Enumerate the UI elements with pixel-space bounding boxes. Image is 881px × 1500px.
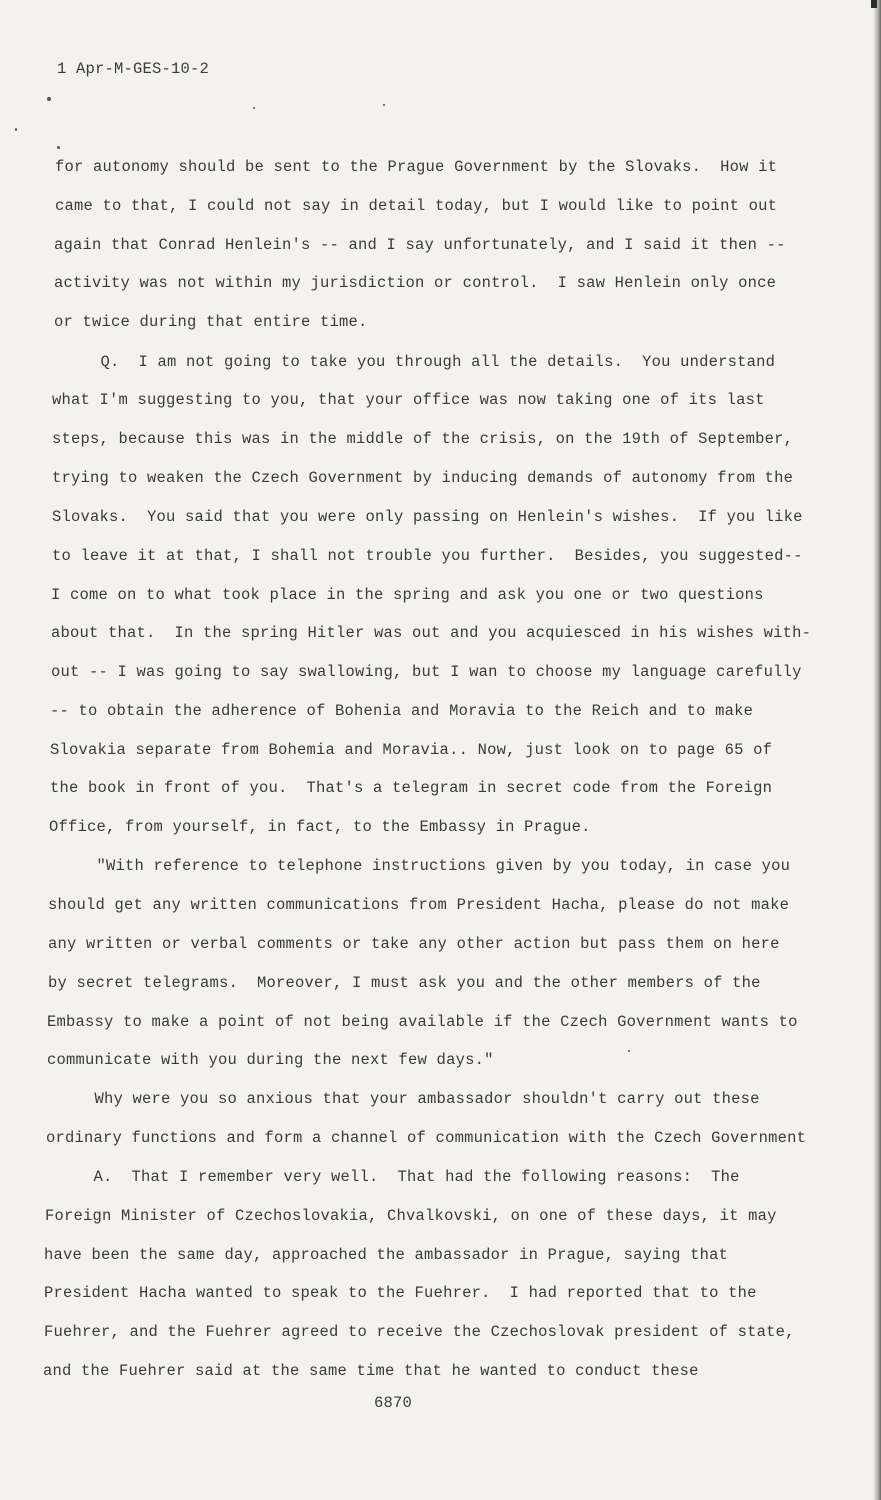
text-line: communicate with you during the next few days." [47,1051,494,1069]
text-line: Fuehrer, and the Fuehrer agreed to receive the Czechoslovak president of state, [44,1323,795,1341]
ink-speck [383,104,385,106]
text-line: Foreign Minister of Czechoslovakia, Chvalkovski, on one of these days, it may [45,1207,777,1225]
text-line: activity was not within my jurisdiction or control. I saw Henlein only once [54,274,777,292]
text-line: out -- I was going to say swallowing, but I wan to choose my language carefully [51,663,802,681]
page-number: 6870 [374,1394,413,1412]
text-line: ordinary functions and form a channel of communication with the Czech Government [46,1129,807,1147]
text-line: any written or verbal comments or take any other action but pass them on here [48,935,780,953]
text-line: the book in front of you. That's a telegram in secret code from the Foreign [50,779,773,797]
text-line: for autonomy should be sent to the Prague Government by the Slovaks. How it [55,158,778,176]
text-line: trying to weaken the Czech Government by inducing demands of autonomy from the [52,469,794,487]
ink-speck [47,97,51,101]
text-line: A. That I remember very well. That had the following reasons: The [46,1168,740,1186]
text-line: again that Conrad Henlein's -- and I say unfortunately, and I said it then -- [54,236,786,254]
text-line: or twice during that entire time. [54,313,368,331]
ink-speck [628,1050,630,1052]
text-line: to leave it at that, I shall not trouble you further. Besides, you suggested-- [52,547,803,565]
text-line: and the Fuehrer said at the same time that he wanted to conduct these [43,1362,699,1380]
text-line: -- to obtain the adherence of Bohenia and Moravia to the Reich and to make [50,702,754,720]
text-line: President Hacha wanted to speak to the Fuehrer. I had reported that to the [44,1284,757,1302]
text-line: about that. In the spring Hitler was out and you acquiesced in his wishes with- [51,624,812,642]
corner-mark [871,0,877,8]
ink-speck [15,128,17,131]
text-line: by secret telegrams. Moreover, I must ask you and the other members of the [48,974,761,992]
text-line: Why were you so anxious that your ambassador shouldn't carry out these [47,1090,760,1108]
text-line: came to that, I could not say in detail today, but I would like to point out [55,197,778,215]
text-line: Q. I am not going to take you through all the details. You understand [53,353,776,371]
text-line: what I'm suggesting to you, that your office was now taking one of its last [52,391,765,409]
text-line: Office, from yourself, in fact, to the Embassy in Prague. [49,818,591,836]
ink-speck [57,146,60,149]
text-line: Embassy to make a point of not being available if the Czech Government wants to [47,1013,798,1031]
document-header: 1 Apr-M-GES-10-2 [57,60,210,78]
ink-speck [253,107,255,109]
text-line: should get any written communications from President Hacha, please do not make [48,896,790,914]
text-line: "With reference to telephone instructions given by you today, in case you [49,857,791,875]
text-line: Slovaks. You said that you were only passing on Henlein's wishes. If you like [52,508,803,526]
text-line: Slovakia separate from Bohemia and Moravia.. Now, just look on to page 65 of [50,741,773,759]
page-edge-shadow [873,0,881,1500]
text-line: steps, because this was in the middle of the crisis, on the 19th of September, [52,430,794,448]
text-line: I come on to what took place in the spring and ask you one or two questions [51,586,764,604]
text-line: have been the same day, approached the ambassador in Prague, saying that [44,1246,729,1264]
